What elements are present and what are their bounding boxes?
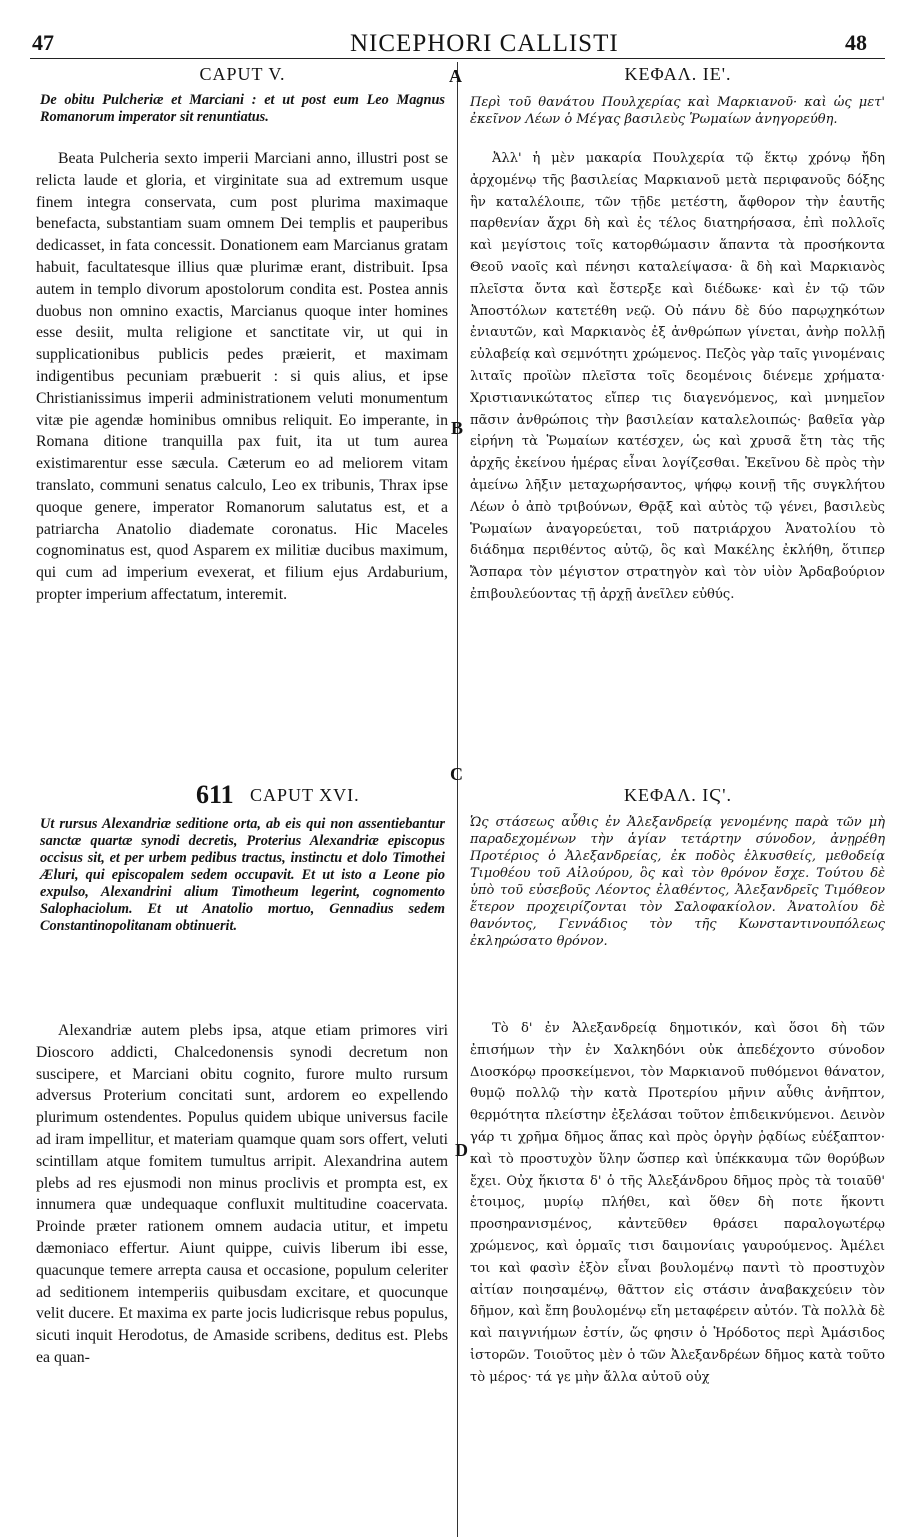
column-divider (457, 62, 458, 1537)
latin-chapter-16-body: Alexandriæ autem plebs ipsa, atque etiam primores viri Dioscoro addicti, Chalcedonensis synodi decretum non suscipere, et Marciani obitu cognito, furore multo rursum adversus Proterium concitati sunt, ardorem eo expellendo plurimum ostendentes. Populus quidem ubique universus facile ad iram impellitur, et materiam quamque quam sors offert, veluti scintillam atque fomitem tumultus arripit. Alexandrina autem plebs ad res ejusmodi non minus proclivis et prompta est, ex innumera quæ undequaque confluxit multitudine coacervata. Proinde præter rationem omnem audacia utitur, et impetu dæmoniaco effertur. Aiunt quippe, cuivis liberum ibi esse, quacunque temere arrepta causa et occasione, populum celeriter ad seditionem intemperiis quibusdam excitare, et quocunque velit ducere. Et maxima ex parte jocis ludicrisque rebus populus, sicuti inquit Herodotus, de Amaside scribens, deditus est. Plebs ea quan- (36, 1022, 448, 1366)
greek-chapter-5-summary: Περὶ τοῦ θανάτου Πουλχερίας καὶ Μαρκιανοῦ· καὶ ὡς μετ' ἐκεῖνον Λέων ὁ Μέγας βασιλεὺς Ῥωμαίων ἀνηγορεύθη. (470, 95, 885, 127)
greek-chapter-16-body: Τὸ δ' ἐν Ἀλεξανδρείᾳ δημοτικόν, καὶ ὅσοι δὴ τῶν ἐπισήμων τὴν ἐν Χαλκηδόνι οὐκ ἀπεδέχοντο σύνοδον Διοσκόρῳ προσκείμενοι, τὸν Μαρκιανοῦ πυθόμενοι θάνατον, θυμῷ πολλῷ τὴν κατὰ Προτερίου μῆνιν αὖθις ἀνῆπτον, θερμότητα πλείστην ἐξελάσαι τοῦτον ἐπιδεικνύμενοι. Δεινὸν γάρ τι χρῆμα δῆμος ἅπας καὶ πρὸς ὀργὴν ῥᾳδίως εὐέξαπτον· καὶ τὸ προστυχὸν ὕλην ὥσπερ καὶ ὑπέκκαυμα τῶν θορύβων ἔχει. Οὐχ ἥκιστα δ' ὁ τῆς Ἀλεξάνδρου δῆμος πρὸς τὰ τοιαῦθ' ἑτοιμος, μυρίῳ πλήθει, καὶ ὅθεν δὴ ποτε ἥκοντι προσηρανισμένος, κἀντεῦθεν θράσει παραλογωτέρῳ χρώμενος, καὶ ὁρμαῖς τισι δαιμονίαις γαυρούμενος. Ἀμέλει τοι καὶ φασὶν ἐξὸν εἶναι βουλομένῳ παντὶ τὸ προστυχὸν αἰτίαν ποιησαμένῳ, θᾶττον εἰς στάσιν ἀναβακχεύειν τὸν δῆμον, καὶ ἔπη βουλομένῳ εἴη μεταφέρειν αὐτόν. Τὰ πολλὰ δὲ καὶ παιγνιήμων ἐστίν, ὥς φησιν ὁ Ἡρόδοτος περὶ Ἀμάσιδος ἱστορῶν. Τοιοῦτος μὲν ὁ τῶν Ἀλεξανδρέων δῆμος κατὰ τοῦτο τὸ μέρος· τά γε μὴν ἄλλα αὐτοῦ οὐχ (470, 1021, 885, 1385)
greek-chapter-16-summary: Ὡς στάσεως αὖθις ἐν Ἀλεξανδρείᾳ γενομένης παρὰ τῶν μὴ παραδεχομένων τὴν ἁγίαν τετάρτην σύνοδον, ἀνῃρέθη Προτέριος ὁ Ἀλεξανδρείας, ἐκ ποδὸς ἑλκυσθείς, μεθοδείᾳ Τιμοθέου τοῦ Αἰλούρου, ὃς καὶ τὸν θρόνον ἔσχε. Τούτου δὲ ὑπὸ τοῦ εὐσεβοῦς Λέοντος ἐλαθέντος, Ἀλεξανδρεῖς Τιμόθεον ἕτερον προχειρίζονται τὸν Σαλοφακίολον. Ἀνατολίου δὲ θανόντος, Γεννάδιος τὸν τῆς Κωνσταντινουπόλεως ἐκληρώσατο θρόνον. (470, 815, 885, 949)
latin-chapter-5-body: Beata Pulcheria sexto imperii Marciani anno, illustri post se relicta laude et gloria, et virginitate sua ad extremum usque finem integra conservata, cum post plurima maximaque benefacta, substantiam suam omnem Dei templis et pauperibus dedicasset, in fata concessit. Donationem eam Marcianus gratam habuit, facultatesque illius quæ plurimæ erant, distribuit. Ipsa autem in templo divorum apostolorum condita est. Postea annis duobus non omnino exactis, Marcianus quoque inter homines esse desiit, multa religione et sanctitate vir, ut qui in supplicationibus publicis pedes præierit, et maximam indigentibus pecuniam præbuerit : si quis alius, et ipse Christianissimus imperii administrationem veluti monumentum vitæ pie agendæ hominibus omnibus reliquit. Eo imperante, in Romana ditione tranquilla pax fuit, ita ut tum aurea existimarentur esse sæcula. Cæterum eo ad meliorem vitam translato, communi senatus calculo, Leo ex tribunis, Thrax ipse quoque genere, imperator Romanorum salutatus est, et a patriarcha Anatolio diademate coronatus. Hic Maceles cognominatus est, quod Asparem ex militiæ ducibus maximum, qui cum ad imperium evexerat, et filium ejus Ardaburium, propter imperium affectatum, interemit. (36, 150, 448, 603)
page-number-left: 47 (32, 30, 54, 55)
column-number-marker: 611 (196, 780, 234, 809)
greek-chapter-16-heading: ΚΕΦΑΛ. ΙϚ'. (623, 785, 733, 805)
latin-chapter-16-heading: CAPUT XVI. (250, 785, 360, 805)
running-title: NICEPHORI CALLISTI (350, 30, 619, 57)
margin-letter-a: A (449, 66, 462, 86)
margin-letter-b: B (451, 418, 464, 438)
page-number-right: 48 (845, 30, 867, 55)
header-rule (30, 58, 885, 59)
latin-chapter-16-summary: Ut rursus Alexandriæ seditione orta, ab eis qui non assentiebantur sanctæ quartæ synodi decretis, Proterius Alexandriæ episcopus occisus sit, et per urbem pedibus tractus, instinctu et dolo Timothei Æluri, qui episcopalem sedem occupavit. Et ut isto a Leone pio expulso, Alexandrini alium Timotheum legerint, cognomento Salophaciolum. Et ut Anatolio mortuo, Gennadius sedem Constantinopolitanam obtinuerit. (40, 816, 445, 934)
greek-chapter-5-heading: ΚΕΦΑΛ. ΙΕ'. (624, 64, 732, 84)
margin-letter-c: C (450, 764, 463, 784)
latin-chapter-5-summary: De obitu Pulcheriæ et Marciani : et ut post eum Leo Magnus Romanorum imperator sit renuntiatus. (40, 92, 445, 125)
margin-letter-d: D (455, 1140, 468, 1160)
greek-chapter-5-body: Ἀλλ' ἡ μὲν μακαρία Πουλχερία τῷ ἕκτῳ χρόνῳ ἤδη ἀρχομένῳ τῆς βασιλείας Μαρκιανοῦ μετὰ περιφανοῦς δόξης ἣν καταλέλοιπε, τῶν τῇδε μετέστη, ἄφθορον τὴν ἑαυτῆς παρθενίαν ἄχρι δὴ καὶ ἐς τέλος διατηρήσασα, ἐπὶ πολλοῖς καὶ μεγίστοις τοῖς κατορθώμασιν ἅπαντα τὰ προσήκοντα Θεοῦ ναοῖς καὶ πένησι καταλείψασα· ἃ δὴ καὶ Μαρκιανὸς πλεῖστα ὄντα καὶ ἔστερξε καὶ διέδωκε· καὶ ἐν τῷ τῶν Ἀποστόλων κατετέθη νεῷ. Οὐ πάνυ δὲ δύο παρῳχηκότων ἐνιαυτῶν, καὶ Μαρκιανὸς ἐξ ἀνθρώπων γίνεται, ἀνὴρ πολλῇ εὐλαβείᾳ καὶ σεμνότητι χρώμενος. Πεζὸς γὰρ ταῖς γινομέναις λιταῖς προϊὼν πλεῖστα τοῖς δεομένοις διένεμε χρήματα· Χριστιανικώτατος εἴπερ τις διαγενόμενος, καὶ μνημεῖον πᾶσιν ἀνθρώποις τὴν βασιλείαν καταλελοιπώς· βαθεῖα γὰρ εἰρήνη τὰ Ῥωμαίων κατέσχεν, ὡς καὶ χρυσᾶ ἔτη τὰς τῆς ἀρχῆς ἐκείνου ἡμέρας εἶναι λογίζεσθαι. Ἐκεῖνου δὲ πρὸς τὴν ἀμείνω λῆξιν μεταχωρήσαντος, ψήφῳ κοινῇ τῆς συγκλήτου Λέων ὁ ἀπὸ τριβούνων, Θρᾷξ καὶ αὐτὸς τῷ γένει, βασιλεὺς Ῥωμαίων ἀναγορεύεται, τοῦ πατριάρχου Ἀνατολίου τὸ διάδημα περιθέντος αὐτῷ, ὃς καὶ Μακέλης ἐκλήθη, ὅτιπερ Ἄσπαρα τὸν μέγιστον στρατηγὸν καὶ τὸν υἱὸν Ἀρδαβούριον ἐπιβουλεύοντας τῇ ἀρχῇ ἀνεῖλεν εὐθύς. (470, 151, 885, 602)
latin-chapter-5-heading: CAPUT V. (199, 64, 286, 84)
